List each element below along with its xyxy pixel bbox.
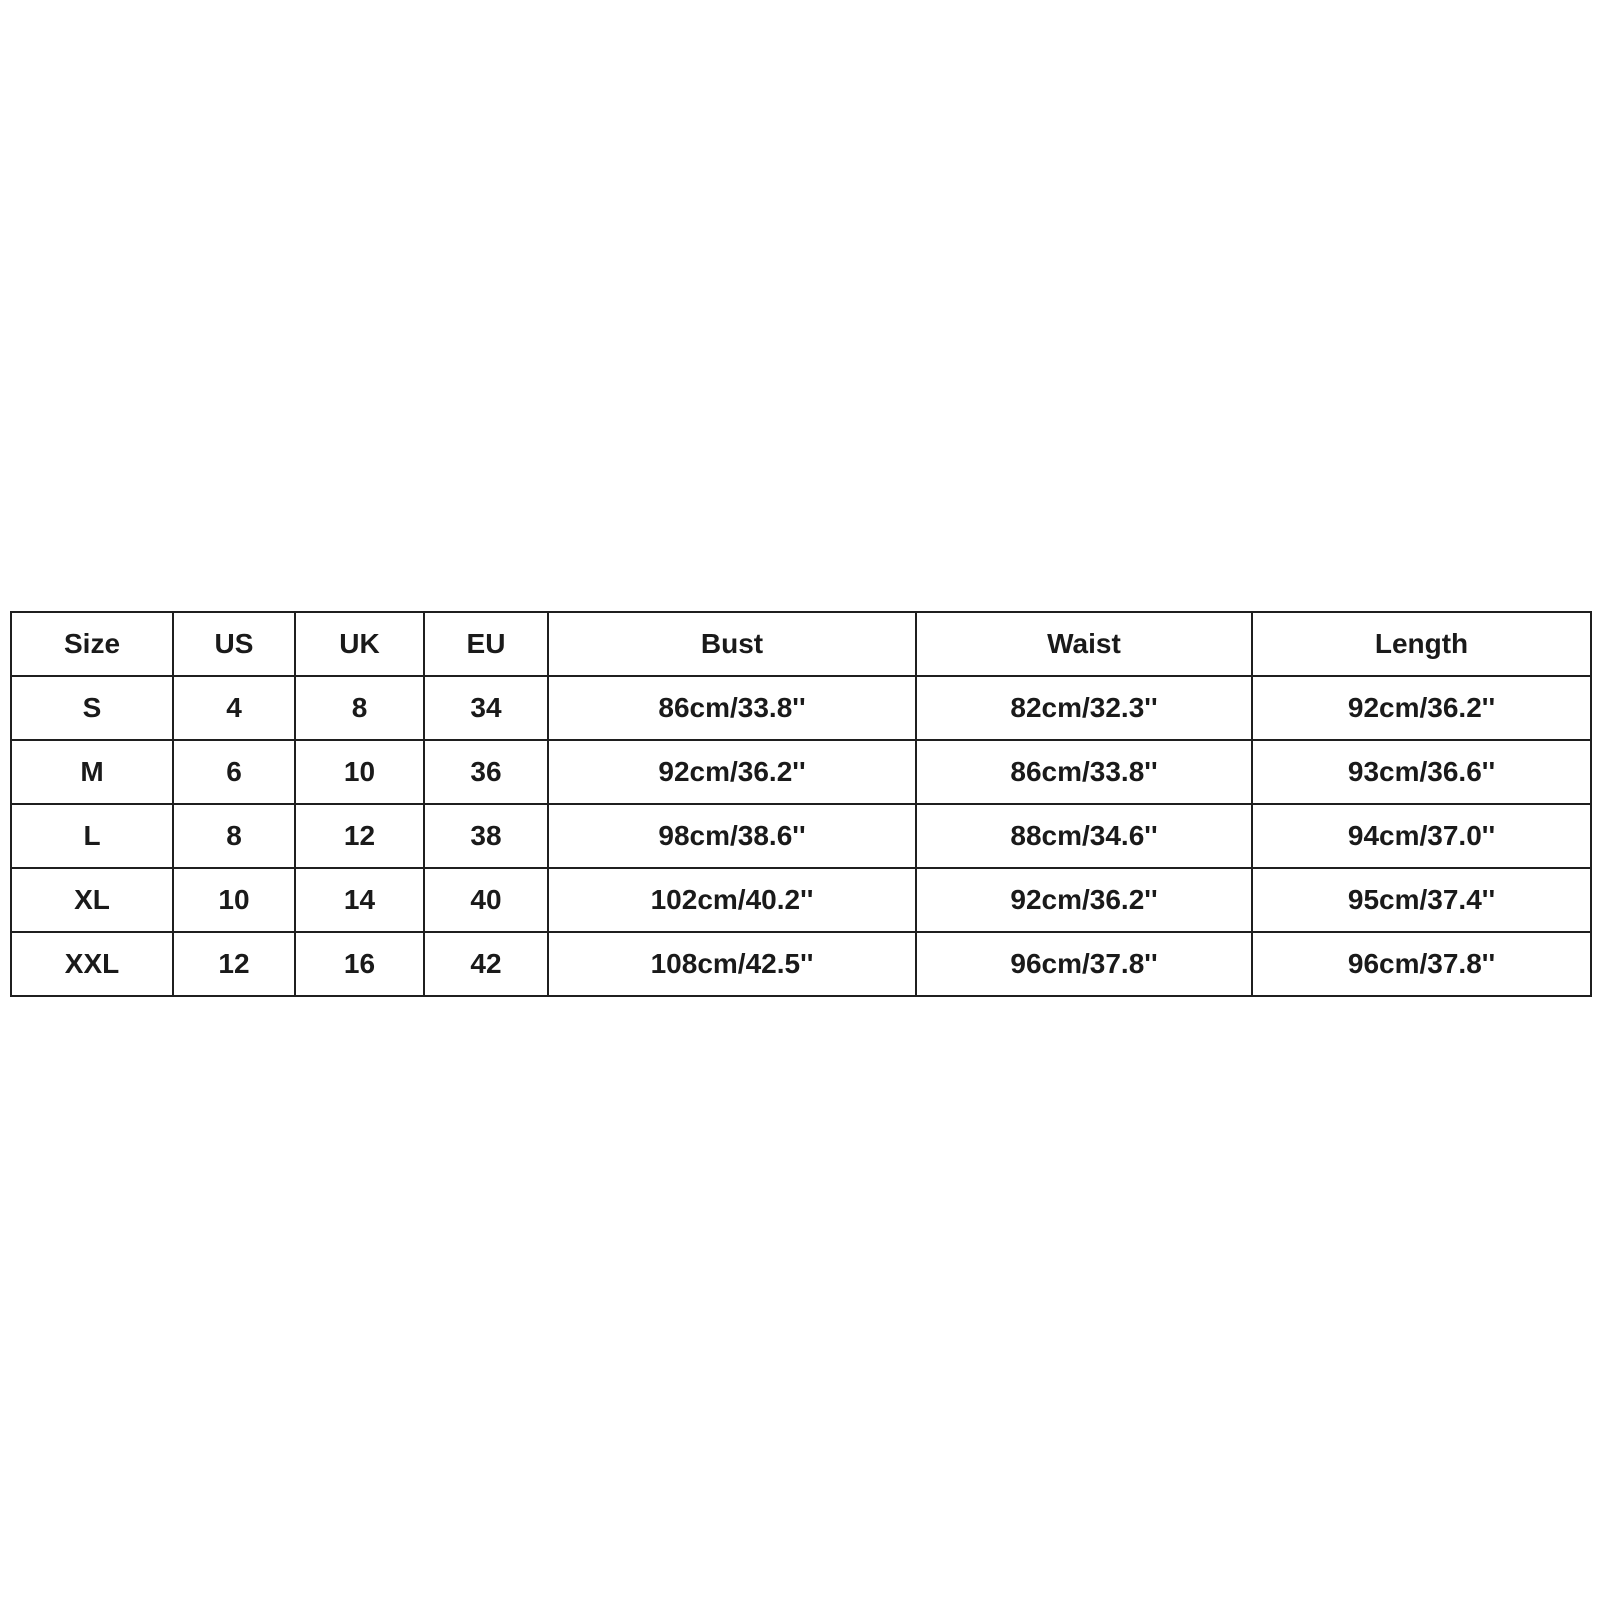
header-bust: Bust (548, 612, 916, 676)
cell-size: S (11, 676, 173, 740)
cell-eu: 40 (424, 868, 548, 932)
header-us: US (173, 612, 295, 676)
cell-size: XL (11, 868, 173, 932)
cell-us: 6 (173, 740, 295, 804)
table-row (11, 676, 1591, 740)
cell-bust: 108cm/42.5'' (548, 932, 916, 996)
header-size: Size (11, 612, 173, 676)
header-waist: Waist (916, 612, 1252, 676)
cell-bust: 102cm/40.2'' (548, 868, 916, 932)
header-row (11, 612, 1591, 676)
header-length: Length (1252, 612, 1591, 676)
cell-waist: 86cm/33.8'' (916, 740, 1252, 804)
cell-length: 92cm/36.2'' (1252, 676, 1591, 740)
cell-uk: 12 (295, 804, 424, 868)
header-uk: UK (295, 612, 424, 676)
table-row (11, 740, 1591, 804)
size-chart-table (10, 611, 1592, 997)
cell-eu: 42 (424, 932, 548, 996)
cell-waist: 88cm/34.6'' (916, 804, 1252, 868)
cell-length: 95cm/37.4'' (1252, 868, 1591, 932)
cell-bust: 92cm/36.2'' (548, 740, 916, 804)
cell-length: 93cm/36.6'' (1252, 740, 1591, 804)
cell-uk: 8 (295, 676, 424, 740)
cell-size: L (11, 804, 173, 868)
cell-us: 10 (173, 868, 295, 932)
cell-uk: 16 (295, 932, 424, 996)
cell-uk: 14 (295, 868, 424, 932)
cell-us: 12 (173, 932, 295, 996)
table-row (11, 804, 1591, 868)
header-eu: EU (424, 612, 548, 676)
cell-length: 96cm/37.8'' (1252, 932, 1591, 996)
table-row (11, 868, 1591, 932)
cell-bust: 86cm/33.8'' (548, 676, 916, 740)
cell-eu: 38 (424, 804, 548, 868)
cell-size: XXL (11, 932, 173, 996)
cell-waist: 96cm/37.8'' (916, 932, 1252, 996)
cell-waist: 92cm/36.2'' (916, 868, 1252, 932)
cell-size: M (11, 740, 173, 804)
table-row (11, 932, 1591, 996)
cell-us: 8 (173, 804, 295, 868)
cell-eu: 36 (424, 740, 548, 804)
cell-length: 94cm/37.0'' (1252, 804, 1591, 868)
cell-eu: 34 (424, 676, 548, 740)
cell-waist: 82cm/32.3'' (916, 676, 1252, 740)
cell-us: 4 (173, 676, 295, 740)
cell-uk: 10 (295, 740, 424, 804)
cell-bust: 98cm/38.6'' (548, 804, 916, 868)
